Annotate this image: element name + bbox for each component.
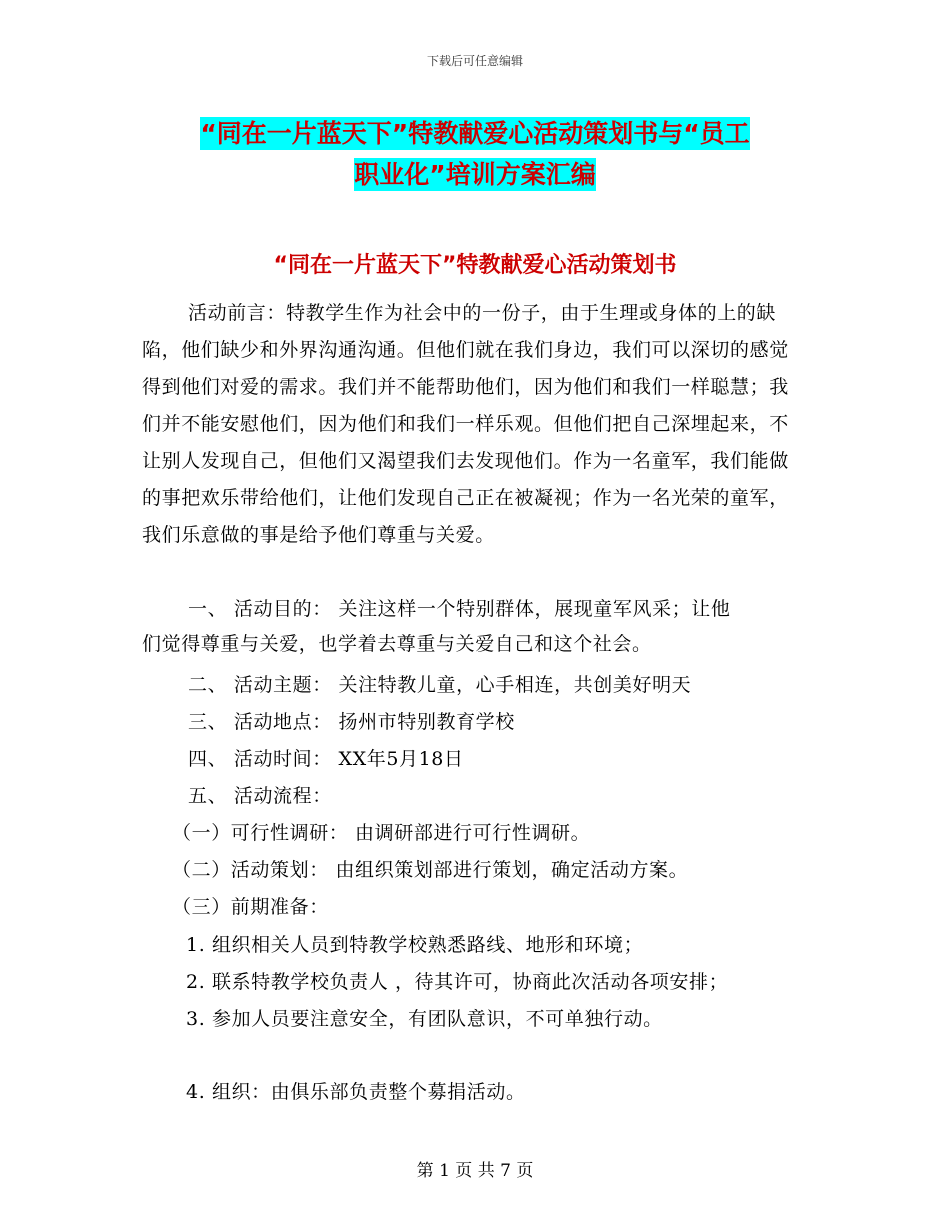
purpose-line-1: 一、 活动目的： 关注这样一个特别群体，展现童军风采；让他 — [188, 598, 731, 620]
prep-item-3: 3. 参加人员要注意安全，有团队意识，不可单独行动。 — [186, 1008, 663, 1030]
step-2: （二）活动策划： 由组织策划部进行策划，确定活动方案。 — [172, 859, 689, 881]
section-title: “同在一片蓝天下”特教献爱心活动策划书 — [273, 253, 677, 278]
flow-item: 五、 活动流程： — [188, 785, 332, 807]
title-line-1: “同在一片蓝天下”特教献爱心活动策划书与“员工 — [200, 119, 750, 148]
page-footer: 第 1 页 共 7 页 — [416, 1161, 534, 1181]
place-item: 三、 活动地点： 扬州市特别教育学校 — [188, 711, 515, 733]
prep-item-2: 2. 联系特教学校负责人 ，待其许可，协商此次活动各项安排； — [186, 971, 729, 993]
theme-item: 二、 活动主题： 关注特教儿童，心手相连，共创美好明天 — [188, 674, 692, 696]
page-header: 下载后可任意编辑 — [426, 54, 523, 68]
step-1: （一）可行性调研： 由调研部进行可行性调研。 — [172, 822, 591, 844]
title-line-2: 职业化”培训方案汇编 — [354, 160, 596, 189]
time-item: 四、 活动时间： XX年5月18日 — [188, 748, 464, 770]
prep-item-1: 1. 组织相关人员到特教学校熟悉路线、地形和环境； — [186, 934, 644, 956]
purpose-line-2: 们觉得尊重与关爱，也学着去尊重与关爱自己和这个社会。 — [142, 633, 652, 655]
intro-paragraph: 活动前言：特教学生作为社会中的一份子，由于生理或身体的上的缺陷，他们缺少和外界沟通沟通。但他们就在我们身边，我们可以深切的感觉得到他们对爱的需求。我们并不能帮助他们，因为他们和我们一样聪慧；我们并不能安慰他们，因为他们和我们一样乐观。但他们把自己深埋起来，不让别人发现自己，但他们又渴望我们去发现他们。作为一名童军，我们能做的事把欢乐带给他们，让他们发现自己正在被凝视；作为一名光荣的童军，我们乐意做的事是给予他们尊重与关爱。 — [142, 302, 789, 546]
document-title — [140, 113, 810, 195]
prep-item-4: 4. 组织：由俱乐部负责整个募捐活动。 — [186, 1081, 526, 1103]
step-3: （三）前期准备： — [172, 896, 329, 918]
